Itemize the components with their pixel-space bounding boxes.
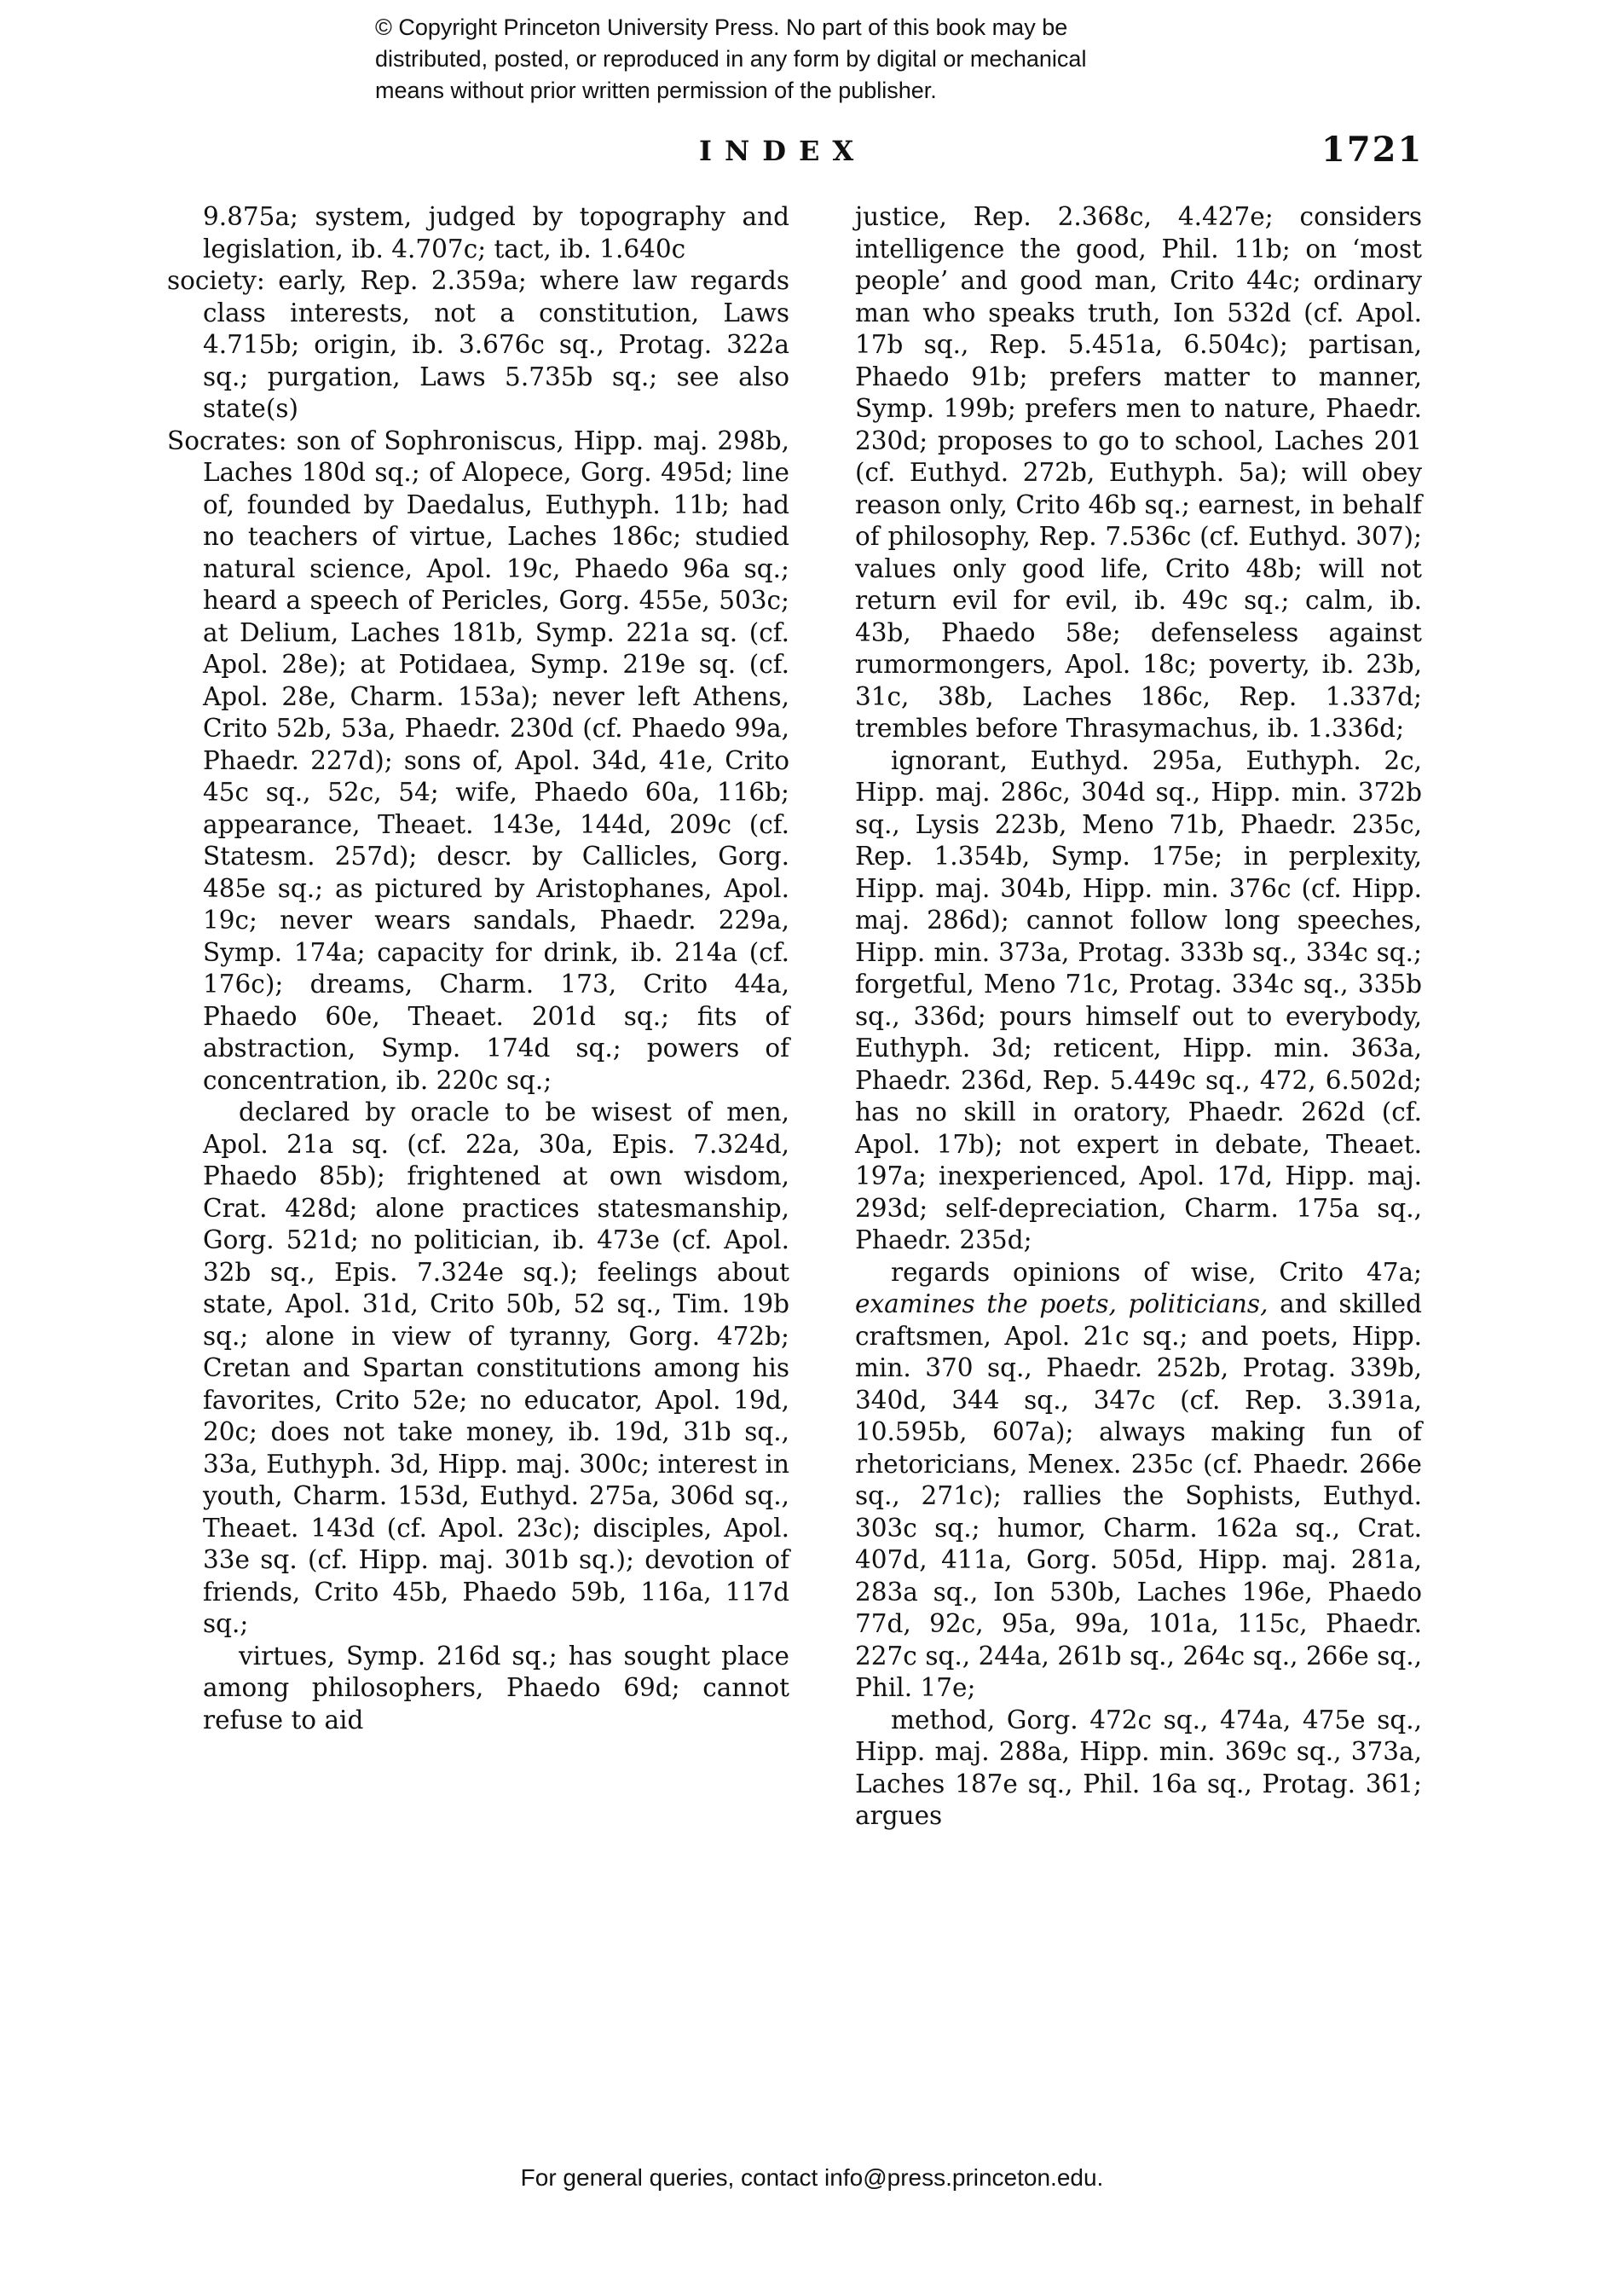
copyright-line: © Copyright Princeton University Press. No part of this book may be xyxy=(375,14,1068,40)
footer-contact: For general queries, contact info@press.princeton.edu. xyxy=(520,2164,1104,2191)
index-subentry-regards xyxy=(855,1257,1422,1705)
copyright-line: distributed, posted, or reproduced in any form by digital or mechanical xyxy=(375,46,1087,72)
index-entry-continuation: 9.875a; system, judged by topography and legislation, ib. 4.707c; tact, ib. 1.640c xyxy=(203,202,789,264)
regards-text: regards opinions of wise, Crito 47a; xyxy=(891,1257,1422,1287)
right-column xyxy=(855,201,1422,1833)
index-entry-society: society: early, Rep. 2.359a; where law regards class interests, not a constitution, Laws 4.715b; origin, ib. 3.676c sq., Protag. 322a sq.; purgation, Laws 5.735b sq.; see also state(s) xyxy=(167,266,789,423)
index-subentry-virtues: virtues, Symp. 216d sq.; has sought place among philosophers, Phaedo 69d; cannot refuse to aid xyxy=(203,1641,789,1735)
index-subentry-declared: declared by oracle to be wisest of men, Apol. 21a sq. (cf. 22a, 30a, Epis. 7.324d, Phaedo 85b); frightened at own wisdom, Crat. 428d; alone practices statesmanship, Gorg. 521d; no politician, ib. 473e (cf. Apol. 32b sq., Epis. 7.324e sq.); feelings about state, Apol. 31d, Crito 50b, 52 sq., Tim. 19b sq.; alone in view of tyranny, Gorg. 472b; Cretan and Spartan constitutions among his favorites, Crito 52e; no educator, Apol. 19d, 20c; does not take money, ib. 19d, 31b sq., 33a, Euthyph. 3d, Hipp. maj. 300c; interest in youth, Charm. 153d, Euthyd. 275a, 306d sq., Theaet. 143d (cf. Apol. 23c); disciples, Apol. 33e sq. (cf. Hipp. maj. 301b sq.); devotion of friends, Crito 45b, Phaedo 59b, 116a, 117d sq.; xyxy=(203,1097,789,1638)
index-subentry-ignorant: ignorant, Euthyd. 295a, Euthyph. 2c, Hipp. maj. 286c, 304d sq., Hipp. min. 372b sq., Lysis 223b, Meno 71b, Phaedr. 235c, Rep. 1.354b, Symp. 175e; in perplexity, Hipp. maj. 304b, Hipp. min. 376c (cf. Hipp. maj. 286d); cannot follow long speeches, Hipp. min. 373a, Protag. 333b sq., 334c sq.; forgetful, Meno 71c, Protag. 334c sq., 335b sq., 336d; pours himself out to everybody, Euthyph. 3d; reticent, Hipp. min. 363a, Phaedr. 236d, Rep. 5.449c sq., 472, 6.502d; has no skill in oratory, Phaedr. 262d (cf. Apol. 17b); not expert in debate, Theaet. 197a; inexperienced, Apol. 17d, Hipp. maj. 293d; self-depreciation, Charm. 175a sq., Phaedr. 235d; xyxy=(855,745,1422,1254)
page-number: 1721 xyxy=(1321,130,1424,170)
copyright-line: means without prior written permission of the publisher. xyxy=(375,78,937,103)
page-title: INDEX xyxy=(699,135,867,167)
running-head xyxy=(0,130,1624,177)
left-column xyxy=(167,201,789,1736)
regards-italic-text: examines the poets, politicians, xyxy=(855,1289,1269,1318)
index-entry-continuation: justice, Rep. 2.368c, 4.427e; considers intelligence the good, Phil. 11b; on ‘most people’ and good man, Crito 44c; ordinary man who speaks truth, Ion 532d (cf. Apol. 17b sq., Rep. 5.451a, 6.504c); partisan, Phaedo 91b; prefers matter to manner, Symp. 199b; prefers men to nature, Phaedr. 230d; proposes to go to school, Laches 201 (cf. Euthyd. 272b, Euthyph. 5a); will obey reason only, Crito 46b sq.; earnest, in behalf of philosophy, Rep. 7.536c (cf. Euthyd. 307); values only good life, Crito 48b; will not return evil for evil, ib. 49c sq.; calm, ib. 43b, Phaedo 58e; defenseless against rumormongers, Apol. 18c; poverty, ib. 23b, 31c, 38b, Laches 186c, Rep. 1.337d; trembles before Thrasymachus, ib. 1.336d; xyxy=(855,202,1422,743)
regards-text-cont: and skilled craftsmen, Apol. 21c sq.; and poets, Hipp. min. 370 sq., Phaedr. 252b, Protag. 339b, 340d, 344 sq., 347c (cf. Rep. 3.391a, 10.595b, 607a); always making fun of rhetoricians, Menex. 235c (cf. Phaedr. 266e sq., 271c); rallies the Sophists, Euthyd. 303c sq.; humor, Charm. 162a sq., Crat. 407d, 411a, Gorg. 505d, Hipp. maj. 281a, 283a sq., Ion 530b, Laches 196e, Phaedo 77d, 92c, 95a, 99a, 101a, 115c, Phaedr. 227c sq., 244a, 261b sq., 264c sq., 266e sq., Phil. 17e; xyxy=(855,1289,1422,1702)
copyright-notice xyxy=(375,12,1228,107)
index-entry-socrates: Socrates: son of Sophroniscus, Hipp. maj. 298b, Laches 180d sq.; of Alopece, Gorg. 495d; line of, founded by Daedalus, Euthyph. 11b; had no teachers of virtue, Laches 186c; studied natural science, Apol. 19c, Phaedo 96a sq.; heard a speech of Pericles, Gorg. 455e, 503c; at Delium, Laches 181b, Symp. 221a sq. (cf. Apol. 28e); at Potidaea, Symp. 219e sq. (cf. Apol. 28e, Charm. 153a); never left Athens, Crito 52b, 53a, Phaedr. 230d (cf. Phaedo 99a, Phaedr. 227d); sons of, Apol. 34d, 41e, Crito 45c sq., 52c, 54; wife, Phaedo 60a, 116b; appearance, Theaet. 143e, 144d, 209c (cf. Statesm. 257d); descr. by Callicles, Gorg. 485e sq.; as pictured by Aristophanes, Apol. 19c; never wears sandals, Phaedr. 229a, Symp. 174a; capacity for drink, ib. 214a (cf. 176c); dreams, Charm. 173, Crito 44a, Phaedo 60e, Theaet. 201d sq.; fits of abstraction, Symp. 174d sq.; powers of concentration, ib. 220c sq.; xyxy=(167,426,789,1095)
index-subentry-method: method, Gorg. 472c sq., 474a, 475e sq., Hipp. maj. 288a, Hipp. min. 369c sq., 373a, Laches 187e sq., Phil. 16a sq., Protag. 361; argues xyxy=(855,1705,1422,1830)
